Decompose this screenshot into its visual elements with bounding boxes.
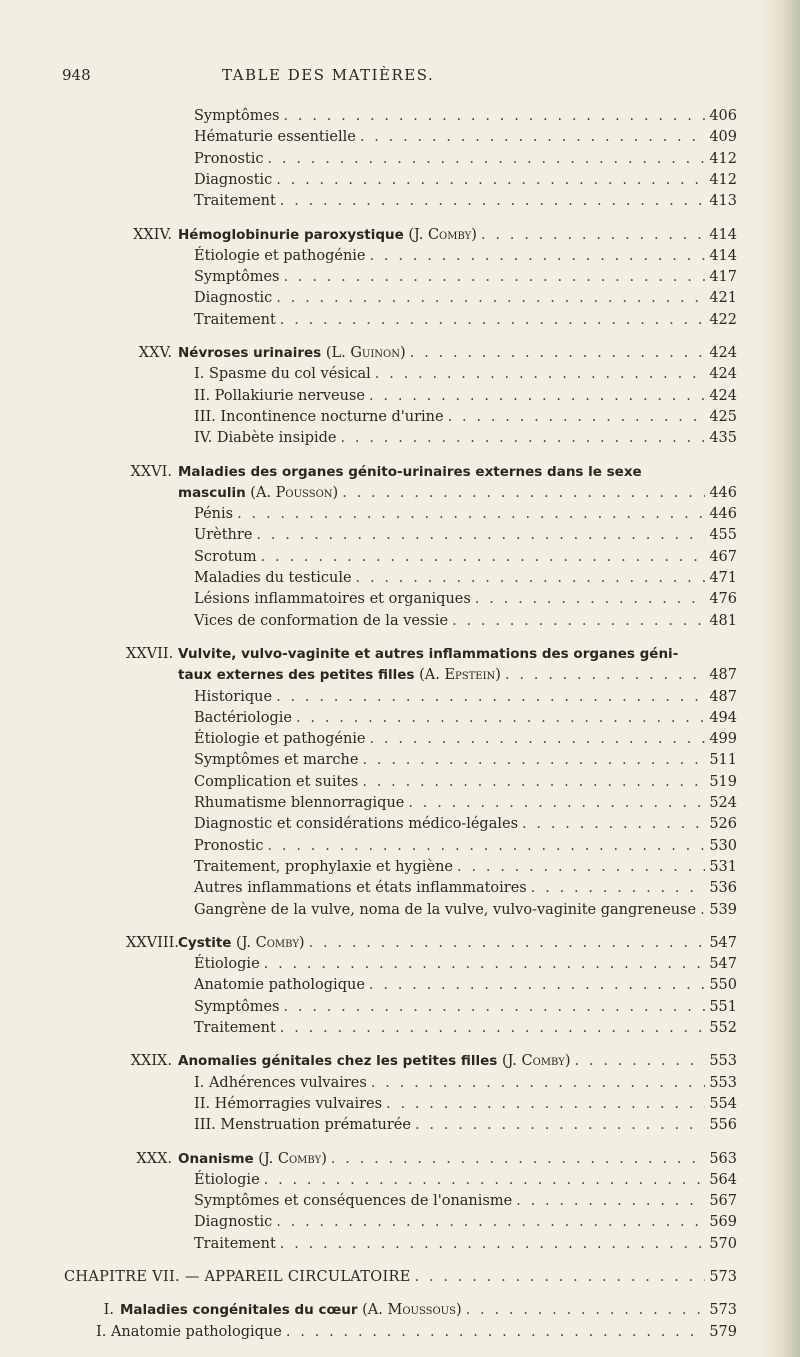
entry-label: IV. Diabète insipide bbox=[194, 430, 337, 447]
toc-entry bbox=[194, 1171, 737, 1189]
leader-dots bbox=[410, 344, 706, 362]
page-ref: 524 bbox=[709, 795, 737, 811]
leader-dots bbox=[331, 1150, 705, 1168]
leader-dots bbox=[505, 666, 705, 684]
page-ref: 414 bbox=[709, 226, 737, 243]
page-ref: 487 bbox=[709, 667, 737, 684]
toc-entry bbox=[194, 730, 737, 748]
entry-label: Symptômes bbox=[194, 998, 280, 1015]
page-ref: 554 bbox=[709, 1095, 737, 1112]
section-title: Névroses urinaires bbox=[178, 345, 322, 361]
toc-entry-text bbox=[194, 998, 280, 1016]
toc-entry-text bbox=[194, 247, 366, 265]
author-prefix: (A. bbox=[357, 1302, 388, 1319]
entry-label: Pronostic bbox=[194, 837, 264, 854]
page-number: 948 bbox=[62, 66, 91, 84]
leader-dots bbox=[362, 751, 705, 769]
toc-entry-text bbox=[194, 1019, 276, 1037]
toc-entry-text bbox=[194, 858, 453, 876]
leader-dots bbox=[466, 1301, 706, 1319]
author-suffix: ) bbox=[332, 484, 339, 501]
leader-dots bbox=[386, 1095, 705, 1113]
toc-entry bbox=[194, 569, 737, 587]
entry-label: Anatomie pathologique bbox=[194, 977, 365, 994]
page-ref: 531 bbox=[709, 858, 737, 875]
page-ref: 567 bbox=[709, 1193, 737, 1210]
toc-entry bbox=[194, 837, 737, 855]
entry-label: Bactériologie bbox=[194, 709, 292, 726]
section-number: XXVIII. bbox=[126, 934, 179, 951]
toc-section bbox=[126, 344, 737, 362]
leader-dots bbox=[522, 815, 705, 833]
toc-entry bbox=[194, 526, 737, 544]
toc-entry-text bbox=[194, 192, 276, 210]
leader-dots bbox=[370, 730, 706, 748]
toc-entry-text bbox=[194, 569, 352, 587]
page-ref: 569 bbox=[709, 1214, 737, 1231]
page-ref: 406 bbox=[709, 108, 737, 124]
page-ref: 573 bbox=[709, 1302, 737, 1319]
leader-dots bbox=[457, 858, 705, 876]
section-title-continued: masculin bbox=[178, 484, 246, 501]
leader-dots bbox=[261, 548, 706, 566]
toc-entry bbox=[194, 1235, 737, 1253]
author-suffix: ) bbox=[400, 345, 406, 361]
entry-label: Étiologie et pathogénie bbox=[194, 731, 366, 748]
toc-entry bbox=[194, 1116, 737, 1134]
toc-entry-text bbox=[194, 815, 518, 833]
entry-label: Traitement, prophylaxie et hygiène bbox=[194, 858, 454, 875]
page-ref: 413 bbox=[709, 193, 737, 210]
toc-section-text bbox=[126, 226, 477, 244]
page-ref: 552 bbox=[709, 1020, 737, 1036]
toc-entry bbox=[194, 365, 737, 383]
leader-dots bbox=[369, 976, 705, 994]
toc-entry-text bbox=[194, 429, 337, 447]
entry-label: Urèthre bbox=[194, 527, 253, 544]
author-name: Pousson bbox=[275, 484, 333, 501]
page-ref: 494 bbox=[709, 709, 737, 726]
toc-entry-text bbox=[194, 107, 280, 125]
toc-entry-text bbox=[194, 1074, 367, 1092]
author-name: Comby bbox=[521, 1053, 565, 1070]
toc-section bbox=[126, 1150, 737, 1168]
toc-entry bbox=[194, 1095, 737, 1113]
author-prefix: (J. bbox=[403, 226, 428, 243]
entry-label: Symptômes bbox=[194, 108, 280, 124]
toc-entry bbox=[194, 408, 737, 426]
toc-entry-text bbox=[194, 1192, 512, 1210]
leader-dots bbox=[264, 955, 706, 973]
toc-entry bbox=[194, 815, 737, 833]
author-prefix: (J. bbox=[231, 934, 256, 951]
toc-entry-text bbox=[194, 879, 527, 897]
toc-entry bbox=[194, 1192, 737, 1210]
section-title: Onanisme bbox=[178, 1150, 254, 1167]
toc-entry bbox=[194, 688, 737, 706]
page-ref: 539 bbox=[709, 901, 737, 918]
entry-label: I. Anatomie pathologique bbox=[96, 1323, 282, 1340]
page-ref: 446 bbox=[709, 484, 737, 501]
toc-entry-text bbox=[194, 289, 272, 307]
entry-label: II. Pollakiurie nerveuse bbox=[194, 387, 365, 404]
toc-entry-text bbox=[194, 311, 276, 329]
toc-entry bbox=[194, 128, 737, 146]
entry-label: II. Hémorragies vulvaires bbox=[194, 1095, 383, 1112]
page-ref: 421 bbox=[709, 290, 737, 307]
toc-entry-text bbox=[194, 1095, 382, 1113]
page-ref: 536 bbox=[709, 880, 737, 897]
toc-entry-text bbox=[194, 268, 280, 286]
toc-entry bbox=[194, 751, 737, 769]
toc-entry bbox=[194, 998, 737, 1016]
page-ref: 446 bbox=[709, 506, 737, 523]
section-number: I. bbox=[103, 1302, 114, 1319]
section-title: Cystite bbox=[178, 934, 232, 951]
entry-label: Étiologie bbox=[194, 1171, 260, 1188]
leader-dots bbox=[369, 387, 705, 405]
toc-section-text bbox=[126, 1150, 327, 1168]
toc-entry bbox=[194, 107, 737, 125]
leader-dots bbox=[360, 128, 705, 146]
toc-entry-text bbox=[194, 365, 371, 383]
entry-label: Gangrène de la vulve, noma de la vulve, vulvo-vaginite gangreneuse bbox=[194, 901, 697, 918]
toc-entry bbox=[194, 247, 737, 265]
leader-dots bbox=[296, 709, 705, 727]
running-header bbox=[0, 66, 800, 90]
entry-label: Étiologie bbox=[194, 956, 260, 973]
toc-section-line1 bbox=[126, 463, 737, 481]
toc-entry-text bbox=[194, 773, 358, 791]
toc-entry-text bbox=[194, 590, 471, 608]
toc-entry bbox=[194, 879, 737, 897]
entry-label: Diagnostic bbox=[194, 290, 273, 307]
page-ref: 579 bbox=[709, 1323, 737, 1340]
toc-entry bbox=[194, 1019, 737, 1037]
author-name: Moussous bbox=[387, 1302, 456, 1319]
toc-entry bbox=[194, 1074, 737, 1092]
toc-entry bbox=[194, 289, 737, 307]
section-number: XXIX. bbox=[130, 1053, 172, 1070]
entry-label: Vices de conformation de la vessie bbox=[194, 612, 449, 629]
toc-section-line2 bbox=[178, 666, 737, 684]
toc-entry bbox=[194, 901, 737, 919]
toc-entry-text bbox=[194, 408, 444, 426]
entry-label: Pénis bbox=[194, 506, 234, 523]
page-ref: 563 bbox=[709, 1150, 737, 1167]
toc-section bbox=[126, 226, 737, 244]
section-number: XXV. bbox=[138, 345, 172, 361]
section-title: Maladies des organes génito-urinaires externes dans le sexe bbox=[178, 463, 642, 480]
leader-dots bbox=[268, 150, 706, 168]
entry-label: Diagnostic bbox=[194, 1214, 273, 1231]
toc-section-text bbox=[126, 1052, 571, 1070]
leader-dots bbox=[371, 1074, 705, 1092]
toc-section bbox=[126, 1052, 737, 1070]
toc-entry bbox=[194, 429, 737, 447]
leader-dots bbox=[408, 794, 705, 812]
page-ref: 425 bbox=[709, 408, 737, 425]
leader-dots bbox=[700, 901, 705, 919]
toc-chapter bbox=[64, 1268, 737, 1286]
section-title-continued: taux externes des petites filles bbox=[178, 667, 415, 684]
leader-dots bbox=[264, 1171, 706, 1189]
chapter-title: CHAPITRE VII. — APPAREIL CIRCULATOIRE bbox=[64, 1269, 411, 1285]
toc-entry-text bbox=[194, 1171, 260, 1189]
toc-entry bbox=[194, 1213, 737, 1231]
toc-entry bbox=[194, 590, 737, 608]
page-ref: 573 bbox=[709, 1269, 737, 1285]
toc-entry bbox=[194, 268, 737, 286]
page-ref: 424 bbox=[709, 366, 737, 383]
toc-entry-text bbox=[194, 1213, 272, 1231]
page-ref: 487 bbox=[709, 688, 737, 705]
toc-entry-text bbox=[194, 709, 292, 727]
author-name: Epstein bbox=[444, 667, 496, 684]
toc-entry-text bbox=[194, 794, 404, 812]
section-title: Anomalies génitales chez les petites filles bbox=[178, 1053, 498, 1070]
toc-entry-text bbox=[194, 901, 696, 919]
page-ref: 530 bbox=[709, 837, 737, 854]
page-ref: 471 bbox=[709, 570, 737, 586]
author-suffix: ) bbox=[298, 934, 305, 951]
leader-dots bbox=[280, 1019, 706, 1037]
toc-entry-text bbox=[194, 837, 264, 855]
page-ref: 519 bbox=[709, 773, 737, 790]
author-suffix: ) bbox=[495, 667, 501, 684]
toc-entry bbox=[194, 955, 737, 973]
leader-dots bbox=[575, 1052, 706, 1070]
entry-label: Pronostic bbox=[194, 150, 264, 167]
author-suffix: ) bbox=[564, 1053, 571, 1070]
entry-label: Traitement bbox=[194, 1235, 276, 1252]
entry-label: Traitement bbox=[194, 193, 276, 210]
page-ref: 553 bbox=[709, 1053, 737, 1070]
entry-label: Complication et suites bbox=[194, 773, 359, 790]
leader-dots bbox=[362, 773, 705, 791]
toc-section-text bbox=[126, 934, 305, 952]
page-ref: 481 bbox=[709, 612, 737, 629]
page-ref: 553 bbox=[709, 1074, 737, 1091]
leader-dots bbox=[276, 289, 705, 307]
toc-entry-text bbox=[194, 171, 272, 189]
entry-label: Symptômes et marche bbox=[194, 752, 359, 769]
toc-entry bbox=[194, 387, 737, 405]
page-ref: 467 bbox=[709, 548, 737, 565]
leader-dots bbox=[280, 311, 706, 329]
page-ref: 435 bbox=[709, 430, 737, 447]
page-ref: 412 bbox=[709, 171, 737, 188]
page-ref: 412 bbox=[709, 150, 737, 167]
page-ref: 526 bbox=[709, 816, 737, 833]
leader-dots bbox=[370, 247, 706, 265]
entry-label: I. Adhérences vulvaires bbox=[194, 1074, 367, 1091]
author-prefix: (J. bbox=[497, 1053, 522, 1070]
leader-dots bbox=[415, 1116, 705, 1134]
section-title: Maladies congénitales du cœur bbox=[120, 1302, 358, 1319]
toc-entry-text bbox=[194, 730, 366, 748]
toc-entry bbox=[194, 150, 737, 168]
author-prefix: (L. bbox=[321, 345, 351, 361]
page-ref: 547 bbox=[709, 956, 737, 973]
entry-label: Symptômes et conséquences de l'onanisme bbox=[194, 1193, 513, 1210]
entry-label: Lésions inflammatoires et organiques bbox=[194, 591, 471, 608]
leader-dots bbox=[284, 998, 706, 1016]
leader-dots bbox=[280, 192, 706, 210]
leader-dots bbox=[375, 365, 706, 383]
leader-dots bbox=[342, 484, 705, 502]
toc-entry-text bbox=[194, 128, 356, 146]
entry-label: Autres inflammations et états inflammatoires bbox=[194, 880, 527, 897]
author-name: Comby bbox=[277, 1150, 322, 1167]
leader-dots bbox=[415, 1268, 706, 1286]
toc-section bbox=[68, 1301, 737, 1319]
section-title: Hémoglobinurie paroxystique bbox=[178, 226, 404, 243]
toc-chapter-text bbox=[64, 1268, 411, 1286]
page-ref: 550 bbox=[709, 977, 737, 994]
section-title: Vulvite, vulvo-vaginite et autres inflammations des organes géni- bbox=[178, 645, 679, 662]
toc-entry-text bbox=[194, 505, 233, 523]
leader-dots bbox=[286, 1323, 705, 1341]
toc-entry-text bbox=[194, 1235, 276, 1253]
page-ref: 511 bbox=[709, 752, 737, 769]
entry-label: III. Menstruation prématurée bbox=[194, 1117, 411, 1134]
toc-entry bbox=[194, 311, 737, 329]
author-suffix: ) bbox=[471, 226, 477, 243]
entry-label: Rhumatisme blennorragique bbox=[194, 795, 405, 811]
entry-label: I. Spasme du col vésical bbox=[194, 366, 371, 383]
section-number: XXX. bbox=[136, 1150, 172, 1167]
entry-label: Hématurie essentielle bbox=[194, 129, 356, 146]
toc-entry bbox=[194, 794, 737, 812]
toc-entry-text bbox=[194, 548, 257, 566]
page-ref: 424 bbox=[709, 345, 737, 361]
leader-dots bbox=[481, 226, 705, 244]
toc-entry-text bbox=[194, 526, 252, 544]
leader-dots bbox=[531, 879, 706, 897]
page-ref: 570 bbox=[709, 1235, 737, 1252]
section-number: XXVI. bbox=[130, 463, 172, 480]
author-suffix: ) bbox=[321, 1150, 327, 1167]
leader-dots bbox=[237, 505, 705, 523]
toc-entry bbox=[96, 1323, 737, 1341]
entry-label: Historique bbox=[194, 688, 273, 705]
toc-entry bbox=[194, 612, 737, 630]
toc-section-line2 bbox=[178, 484, 737, 502]
entry-label: Diagnostic bbox=[194, 171, 273, 188]
leader-dots bbox=[284, 107, 706, 125]
toc-entry-text bbox=[96, 1323, 282, 1341]
toc-entry bbox=[194, 505, 737, 523]
toc-section bbox=[126, 934, 737, 952]
toc-entry bbox=[194, 171, 737, 189]
page-ref: 422 bbox=[709, 311, 737, 328]
leader-dots bbox=[452, 612, 705, 630]
leader-dots bbox=[284, 268, 706, 286]
toc-entry bbox=[194, 976, 737, 994]
toc-section-line2-text bbox=[178, 484, 338, 502]
toc-entry bbox=[194, 709, 737, 727]
entry-label: Traitement bbox=[194, 311, 276, 328]
author-prefix: (J. bbox=[253, 1150, 278, 1167]
leader-dots bbox=[276, 688, 705, 706]
toc-entry bbox=[194, 548, 737, 566]
entry-label: Étiologie et pathogénie bbox=[194, 247, 366, 264]
section-number: XXVII. bbox=[126, 645, 174, 662]
toc-entry-text bbox=[194, 1116, 411, 1134]
page-ref: 551 bbox=[709, 998, 737, 1015]
entry-label: Traitement bbox=[194, 1020, 276, 1036]
entry-label: Maladies du testicule bbox=[194, 570, 352, 586]
running-title: TABLE DES MATIÈRES. bbox=[222, 66, 435, 84]
section-number: XXIV. bbox=[133, 226, 172, 243]
entry-label: Scrotum bbox=[194, 548, 257, 565]
page-ref: 556 bbox=[709, 1117, 737, 1134]
author-prefix: (A. bbox=[414, 667, 445, 684]
toc-entry bbox=[194, 858, 737, 876]
toc-section-text bbox=[126, 344, 406, 362]
leader-dots bbox=[341, 429, 706, 447]
page-ref: 476 bbox=[709, 591, 737, 608]
page-ref: 455 bbox=[709, 527, 737, 544]
leader-dots bbox=[268, 837, 706, 855]
toc-entry bbox=[194, 773, 737, 791]
page-ref: 499 bbox=[709, 731, 737, 748]
author-prefix: (A. bbox=[245, 484, 276, 501]
page-ref: 409 bbox=[709, 129, 737, 146]
leader-dots bbox=[256, 526, 705, 544]
toc-entry-text bbox=[194, 612, 448, 630]
toc-entry-text bbox=[194, 976, 365, 994]
leader-dots bbox=[475, 590, 705, 608]
leader-dots bbox=[280, 1235, 706, 1253]
toc-entry-text bbox=[194, 387, 365, 405]
author-name: Guinon bbox=[350, 345, 401, 361]
toc-section-text bbox=[68, 1301, 462, 1319]
page-ref: 414 bbox=[709, 247, 737, 264]
entry-label: Symptômes bbox=[194, 269, 280, 286]
page-edge-shadow bbox=[762, 0, 800, 1357]
toc-section-line1 bbox=[126, 645, 737, 663]
page-ref: 424 bbox=[709, 387, 737, 404]
leader-dots bbox=[356, 569, 706, 587]
leader-dots bbox=[276, 1213, 705, 1231]
entry-label: III. Incontinence nocturne d'urine bbox=[194, 408, 444, 425]
leader-dots bbox=[516, 1192, 705, 1210]
toc-entry-text bbox=[194, 751, 358, 769]
entry-label: Diagnostic et considérations médico-légales bbox=[194, 816, 519, 833]
leader-dots bbox=[309, 934, 706, 952]
leader-dots bbox=[276, 171, 705, 189]
page-ref: 417 bbox=[709, 269, 737, 286]
toc-entry-text bbox=[194, 150, 264, 168]
page-ref: 564 bbox=[709, 1171, 737, 1188]
toc-entry-text bbox=[194, 688, 272, 706]
page-ref: 547 bbox=[709, 934, 737, 951]
leader-dots bbox=[448, 408, 706, 426]
toc-section-line2-text bbox=[178, 666, 501, 684]
toc-entry bbox=[194, 192, 737, 210]
toc-entry-text bbox=[194, 955, 260, 973]
author-suffix: ) bbox=[455, 1302, 462, 1319]
author-name: Comby bbox=[427, 226, 472, 243]
author-name: Comby bbox=[255, 934, 299, 951]
